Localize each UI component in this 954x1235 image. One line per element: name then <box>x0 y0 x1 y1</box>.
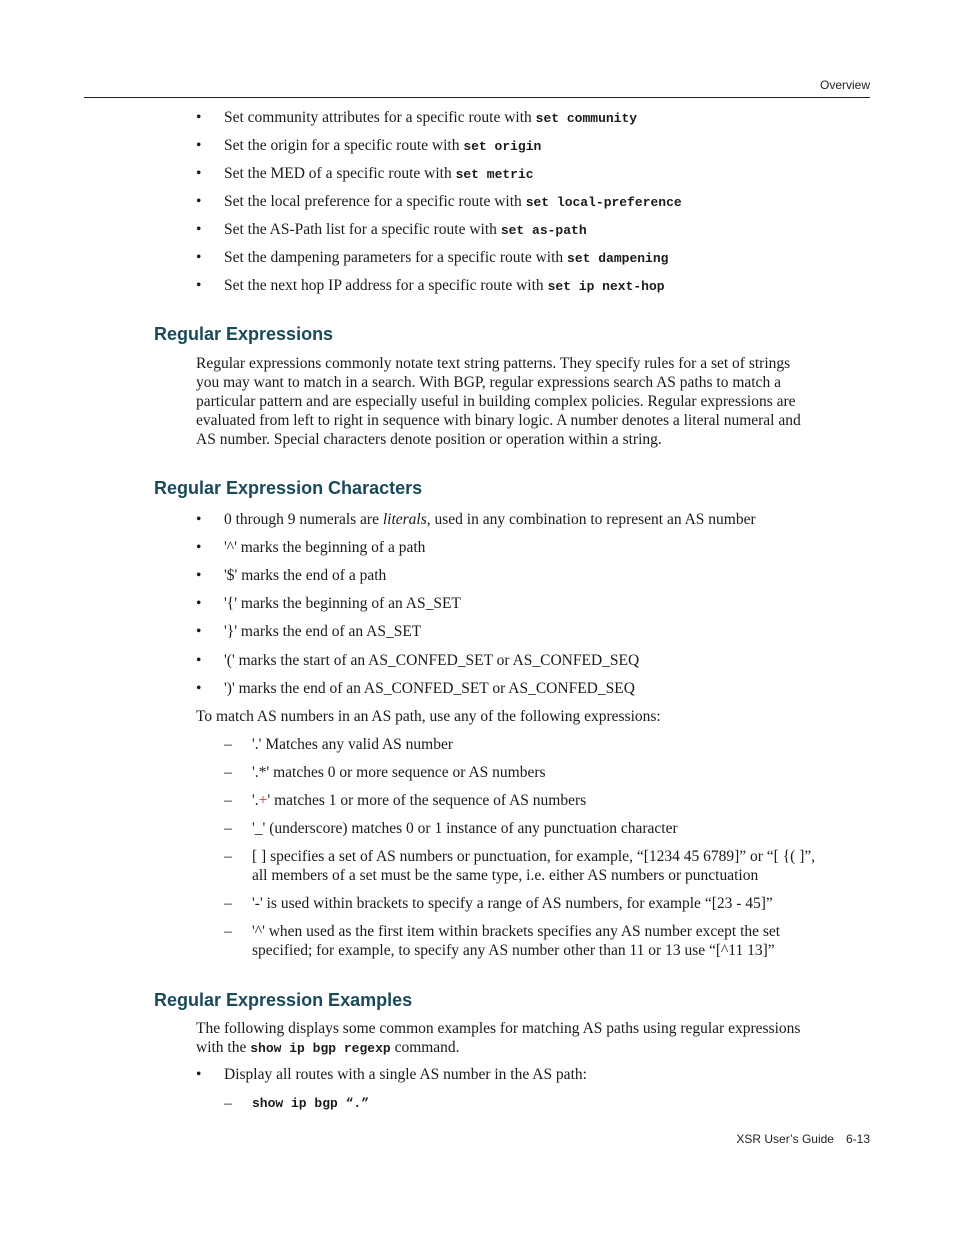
dash-glyph: – <box>224 820 232 837</box>
dash-glyph: – <box>224 764 232 781</box>
dash-glyph: – <box>224 895 232 912</box>
guide-title: XSR User’s Guide <box>736 1132 834 1146</box>
bullet-glyph: • <box>196 595 202 612</box>
plus-symbol: + <box>258 792 268 809</box>
command-text: set community <box>535 111 638 126</box>
list-item-text: Set community attributes for a specific route with <box>224 109 536 126</box>
list-item-text: Display all routes with a single AS number in the AS path: <box>224 1066 587 1083</box>
dash-glyph: – <box>224 848 232 865</box>
paragraph-text: with the <box>196 1039 251 1056</box>
command-text: show ip bgp “.” <box>252 1096 370 1111</box>
bullet-glyph: • <box>196 1066 202 1083</box>
paragraph-line: evaluated from left to right in sequence with binary logic. A number denotes a literal numeral and <box>196 412 801 429</box>
paragraph-line: particular pattern and are especially useful in building complex policies. Regular expressions are <box>196 393 796 410</box>
paragraph-line: you may want to match in a search. With BGP, regular expressions search AS paths to match a <box>196 374 781 391</box>
command-text: set dampening <box>567 251 669 266</box>
command-text: set local-preference <box>525 195 682 210</box>
list-item-text: 0 through 9 numerals are <box>224 511 383 528</box>
bullet-glyph: • <box>196 137 202 154</box>
paragraph-line: The following displays some common examples for matching AS paths using regular expressions <box>196 1020 801 1037</box>
dash-glyph: – <box>224 1095 232 1112</box>
bullet-glyph: • <box>196 539 202 556</box>
dash-item-line: all members of a set must be the same type, i.e. either AS numbers or punctuation <box>252 867 759 884</box>
bullet-glyph: • <box>196 193 202 210</box>
command-text: show ip bgp regexp <box>250 1041 391 1056</box>
dash-glyph: – <box>224 923 232 940</box>
list-item-text: Set the dampening parameters for a specific route with <box>224 249 568 266</box>
bullet-glyph: • <box>196 652 202 669</box>
bullet-glyph: • <box>196 511 202 528</box>
bullet-glyph: • <box>196 109 202 126</box>
list-item-text: '}' marks the end of an AS_SET <box>224 623 422 640</box>
list-item-text: Set the next hop IP address for a specific route with <box>224 277 548 294</box>
bullet-glyph: • <box>196 165 202 182</box>
list-item-text: '{' marks the beginning of an AS_SET <box>224 595 461 612</box>
dash-glyph: – <box>224 736 232 753</box>
dash-item-text: '. <box>252 792 259 809</box>
bullet-glyph: • <box>196 249 202 266</box>
bullet-glyph: • <box>196 221 202 238</box>
paragraph-line <box>196 1038 870 1058</box>
section-heading: Regular Expressions <box>154 324 334 344</box>
dash-glyph: – <box>224 792 232 809</box>
dash-item-text: '.' Matches any valid AS number <box>252 736 454 753</box>
list-item-text: '^' marks the beginning of a path <box>224 539 426 556</box>
command-text: set ip next-hop <box>547 279 665 294</box>
bullet-glyph: • <box>196 567 202 584</box>
list-item-text: Set the local preference for a specific route with <box>224 193 526 210</box>
list-item-text: '(' marks the start of an AS_CONFED_SET or AS_CONFED_SEQ <box>224 652 640 669</box>
bullet-glyph: • <box>196 680 202 697</box>
section-heading: Regular Expression Examples <box>154 990 413 1010</box>
paragraph-text: command. <box>390 1039 460 1056</box>
command-text: set origin <box>463 139 542 154</box>
running-header: Overview <box>819 78 870 92</box>
dash-item-text: '.*' matches 0 or more sequence or AS numbers <box>252 764 546 781</box>
section-heading: Regular Expression Characters <box>154 478 423 498</box>
command-text: set as-path <box>500 223 587 238</box>
paragraph-line: AS number. Special characters denote position or operation within a string. <box>196 431 662 448</box>
paragraph: To match AS numbers in an AS path, use any of the following expressions: <box>196 708 661 725</box>
list-item-text: , used in any combination to represent an AS number <box>426 511 756 528</box>
header-rule <box>84 97 870 98</box>
dash-item-line: [ ] specifies a set of AS numbers or punctuation, for example, “[1234 45 6789]” or “[ {( ]”, <box>252 848 816 865</box>
paragraph <box>196 1019 870 1058</box>
paragraph <box>196 354 870 449</box>
list-item-text: Set the AS-Path list for a specific route with <box>224 221 501 238</box>
dash-item-text: '-' is used within brackets to specify a range of AS numbers, for example “[23 - 45]” <box>252 895 773 912</box>
command-text: set metric <box>455 167 534 182</box>
page-number: 6-13 <box>845 1132 870 1146</box>
list-item-text: Set the origin for a specific route with <box>224 137 464 154</box>
list-item-text: ')' marks the end of an AS_CONFED_SET or AS_CONFED_SEQ <box>224 680 635 697</box>
dash-item-text: '_' (underscore) matches 0 or 1 instance of any punctuation character <box>252 820 678 837</box>
paragraph-line: Regular expressions commonly notate text string patterns. They specify rules for a set of strings <box>196 355 791 372</box>
bullet-glyph: • <box>196 623 202 640</box>
dash-item-text: ' matches 1 or more of the sequence of AS numbers <box>267 792 587 809</box>
running-footer <box>736 1132 870 1146</box>
list-item-text: Set the MED of a specific route with <box>224 165 456 182</box>
dash-item-line: specified; for example, to specify any AS number other than 11 or 13 use “[^11 13]” <box>252 942 775 959</box>
emphasis-text: literals <box>382 511 427 528</box>
dash-item-line: '^' when used as the first item within brackets specifies any AS number except the set <box>252 923 781 940</box>
bullet-glyph: • <box>196 277 202 294</box>
list-item-text: '$' marks the end of a path <box>224 567 387 584</box>
